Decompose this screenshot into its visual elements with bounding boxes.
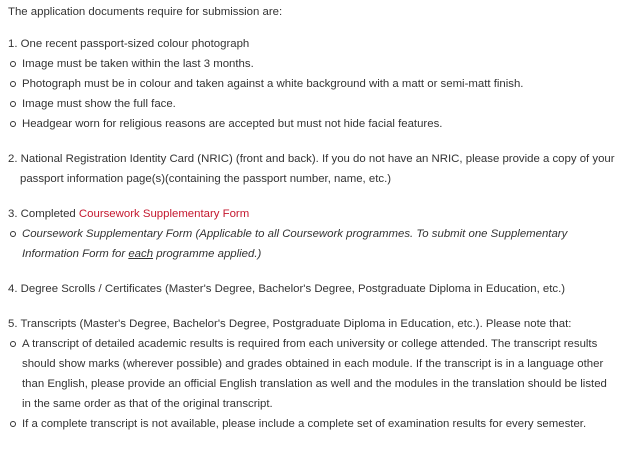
requirement-heading: 1. One recent passport-sized colour photograph bbox=[8, 38, 250, 50]
list-item: Headgear worn for religious reasons are accepted but must not hide facial features. bbox=[8, 114, 618, 134]
bullet-list bbox=[8, 334, 618, 434]
requirement-photograph bbox=[8, 34, 618, 134]
list-item: Coursework Supplementary Form (Applicable to all Coursework programmes. To submit one Supplementary Information Form for each programme applied.) bbox=[8, 224, 618, 264]
requirement-heading: 2. National Registration Identity Card (NRIC) (front and back). If you do not have an NRIC, please provide a copy of your passport information page(s)(containing the passport number, name, etc.) bbox=[8, 153, 615, 185]
requirement-heading: 4. Degree Scrolls / Certificates (Master's Degree, Bachelor's Degree, Postgraduate Diploma in Education, etc.) bbox=[8, 283, 566, 295]
list-item: If a complete transcript is not available, please include a complete set of examination results for every semester. bbox=[8, 414, 618, 434]
bullet-circle-icon bbox=[10, 421, 16, 427]
bullet-list bbox=[8, 54, 618, 134]
list-item: Image must be taken within the last 3 months. bbox=[8, 54, 618, 74]
requirement-nric bbox=[8, 149, 618, 189]
bullet-circle-icon bbox=[10, 61, 16, 67]
requirement-transcripts bbox=[8, 314, 618, 434]
list-item: A transcript of detailed academic results is required from each university or college attended. The transcript results should show marks (wherever possible) and grades obtained in each module. If the transcript is in a language other than English, please provide an official English translation as well and the modules in the translation should be listed in the same order as that of the original transcript. bbox=[8, 334, 618, 414]
bullet-list bbox=[8, 224, 618, 264]
bullet-circle-icon bbox=[10, 341, 16, 347]
requirement-heading: 3. Completed Coursework Supplementary Form bbox=[8, 208, 250, 220]
list-item: Photograph must be in colour and taken against a white background with a matt or semi-matt finish. bbox=[8, 74, 618, 94]
intro-text: The application documents require for submission are: bbox=[8, 6, 283, 18]
requirement-degree-certificates bbox=[8, 279, 618, 299]
requirement-heading: 5. Transcripts (Master's Degree, Bachelor's Degree, Postgraduate Diploma in Education, etc.). Please note that: bbox=[8, 318, 572, 330]
requirement-supplementary-form bbox=[8, 204, 618, 264]
bullet-circle-icon bbox=[10, 101, 16, 107]
bullet-circle-icon bbox=[10, 81, 16, 87]
list-item: Image must show the full face. bbox=[8, 94, 618, 114]
coursework-supplementary-form-link[interactable]: Coursework Supplementary Form bbox=[78, 208, 250, 220]
bullet-circle-icon bbox=[10, 121, 16, 127]
bullet-circle-icon bbox=[10, 231, 16, 237]
